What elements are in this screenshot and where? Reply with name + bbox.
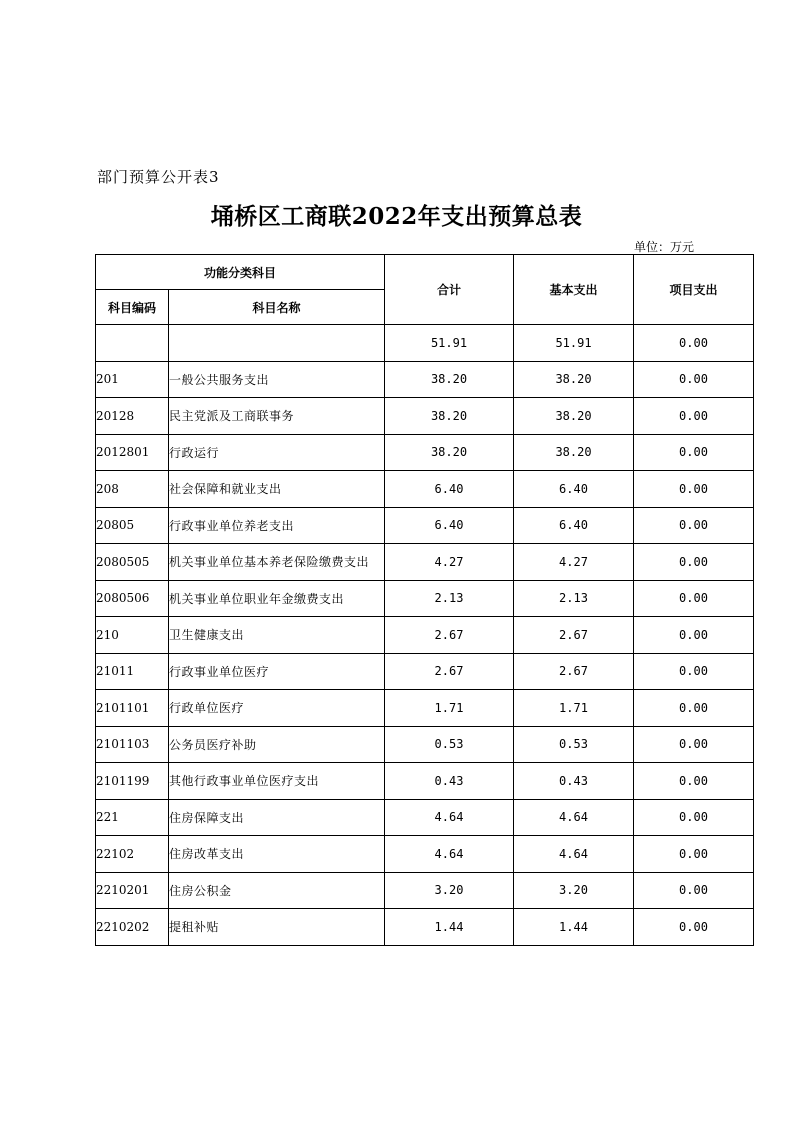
total-value: 6.40 — [385, 507, 514, 544]
budget-table — [95, 254, 754, 946]
subject-name: 行政单位医疗 — [169, 690, 385, 727]
header-subject-name: 科目名称 — [169, 290, 385, 325]
project-value: 0.00 — [634, 617, 754, 654]
document-label: 部门预算公开表3 — [97, 168, 220, 186]
total-value: 1.44 — [385, 909, 514, 946]
subject-code: 201 — [96, 361, 169, 398]
table-row — [96, 872, 754, 909]
total-value: 2.67 — [385, 617, 514, 654]
subject-name: 行政事业单位养老支出 — [169, 507, 385, 544]
total-value: 6.40 — [385, 471, 514, 508]
project-value: 0.00 — [634, 763, 754, 800]
table-row — [96, 434, 754, 471]
subject-name: 行政事业单位医疗 — [169, 653, 385, 690]
subject-code: 20805 — [96, 507, 169, 544]
subject-name: 其他行政事业单位医疗支出 — [169, 763, 385, 800]
total-value: 38.20 — [385, 361, 514, 398]
subject-code: 2012801 — [96, 434, 169, 471]
project-value: 0.00 — [634, 544, 754, 581]
project-value: 0.00 — [634, 434, 754, 471]
table-row — [96, 653, 754, 690]
basic-value: 2.67 — [514, 653, 634, 690]
project-value: 0.00 — [634, 507, 754, 544]
project-value: 0.00 — [634, 836, 754, 873]
table-body — [96, 325, 754, 946]
table-row — [96, 617, 754, 654]
subject-code: 208 — [96, 471, 169, 508]
table-row — [96, 836, 754, 873]
project-value: 0.00 — [634, 799, 754, 836]
project-value: 0.00 — [634, 361, 754, 398]
total-value: 2.67 — [385, 653, 514, 690]
basic-value: 38.20 — [514, 361, 634, 398]
table-row — [96, 471, 754, 508]
subject-code: 2080506 — [96, 580, 169, 617]
subject-code: 2101199 — [96, 763, 169, 800]
subject-name: 行政运行 — [169, 434, 385, 471]
subject-code: 221 — [96, 799, 169, 836]
subject-code: 22102 — [96, 836, 169, 873]
basic-value: 4.64 — [514, 799, 634, 836]
subject-name: 住房公积金 — [169, 872, 385, 909]
document-title: 埇桥区工商联2022年支出预算总表 — [210, 203, 583, 230]
header-function-category: 功能分类科目 — [96, 255, 385, 290]
project-value: 0.00 — [634, 398, 754, 435]
subject-name: 一般公共服务支出 — [169, 361, 385, 398]
basic-value: 51.91 — [514, 325, 634, 362]
header-basic-expenditure: 基本支出 — [514, 255, 634, 325]
total-value: 1.71 — [385, 690, 514, 727]
total-value: 3.20 — [385, 872, 514, 909]
table-row — [96, 325, 754, 362]
basic-value: 2.67 — [514, 617, 634, 654]
basic-value: 6.40 — [514, 507, 634, 544]
project-value: 0.00 — [634, 872, 754, 909]
header-project-expenditure: 项目支出 — [634, 255, 754, 325]
basic-value: 0.43 — [514, 763, 634, 800]
subject-name: 民主党派及工商联事务 — [169, 398, 385, 435]
table-row — [96, 361, 754, 398]
project-value: 0.00 — [634, 909, 754, 946]
project-value: 0.00 — [634, 471, 754, 508]
subject-code: 2210201 — [96, 872, 169, 909]
project-value: 0.00 — [634, 653, 754, 690]
unit-label: 单位：万元 — [634, 240, 695, 254]
subject-name: 社会保障和就业支出 — [169, 471, 385, 508]
subject-code: 2101101 — [96, 690, 169, 727]
total-value: 4.64 — [385, 799, 514, 836]
subject-name: 卫生健康支出 — [169, 617, 385, 654]
basic-value: 1.44 — [514, 909, 634, 946]
basic-value: 6.40 — [514, 471, 634, 508]
subject-name: 公务员医疗补助 — [169, 726, 385, 763]
project-value: 0.00 — [634, 726, 754, 763]
project-value: 0.00 — [634, 690, 754, 727]
table-row — [96, 909, 754, 946]
subject-code — [96, 325, 169, 362]
table-row — [96, 763, 754, 800]
subject-code: 2080505 — [96, 544, 169, 581]
project-value: 0.00 — [634, 325, 754, 362]
subject-name: 机关事业单位职业年金缴费支出 — [169, 580, 385, 617]
header-total: 合计 — [385, 255, 514, 325]
table-row — [96, 799, 754, 836]
total-value: 0.43 — [385, 763, 514, 800]
subject-name: 住房改革支出 — [169, 836, 385, 873]
basic-value: 38.20 — [514, 434, 634, 471]
total-value: 2.13 — [385, 580, 514, 617]
header-subject-code: 科目编码 — [96, 290, 169, 325]
total-value: 4.64 — [385, 836, 514, 873]
basic-value: 2.13 — [514, 580, 634, 617]
subject-name: 提租补贴 — [169, 909, 385, 946]
basic-value: 4.27 — [514, 544, 634, 581]
subject-name: 住房保障支出 — [169, 799, 385, 836]
total-value: 38.20 — [385, 434, 514, 471]
basic-value: 38.20 — [514, 398, 634, 435]
subject-name: 机关事业单位基本养老保险缴费支出 — [169, 544, 385, 581]
total-value: 51.91 — [385, 325, 514, 362]
subject-code: 21011 — [96, 653, 169, 690]
total-value: 38.20 — [385, 398, 514, 435]
subject-name — [169, 325, 385, 362]
table-row — [96, 580, 754, 617]
total-value: 4.27 — [385, 544, 514, 581]
table-row — [96, 544, 754, 581]
basic-value: 4.64 — [514, 836, 634, 873]
table-row — [96, 398, 754, 435]
basic-value: 1.71 — [514, 690, 634, 727]
subject-code: 2101103 — [96, 726, 169, 763]
table-row — [96, 507, 754, 544]
total-value: 0.53 — [385, 726, 514, 763]
subject-code: 20128 — [96, 398, 169, 435]
table-row — [96, 690, 754, 727]
basic-value: 0.53 — [514, 726, 634, 763]
project-value: 0.00 — [634, 580, 754, 617]
table-row — [96, 726, 754, 763]
subject-code: 210 — [96, 617, 169, 654]
basic-value: 3.20 — [514, 872, 634, 909]
subject-code: 2210202 — [96, 909, 169, 946]
